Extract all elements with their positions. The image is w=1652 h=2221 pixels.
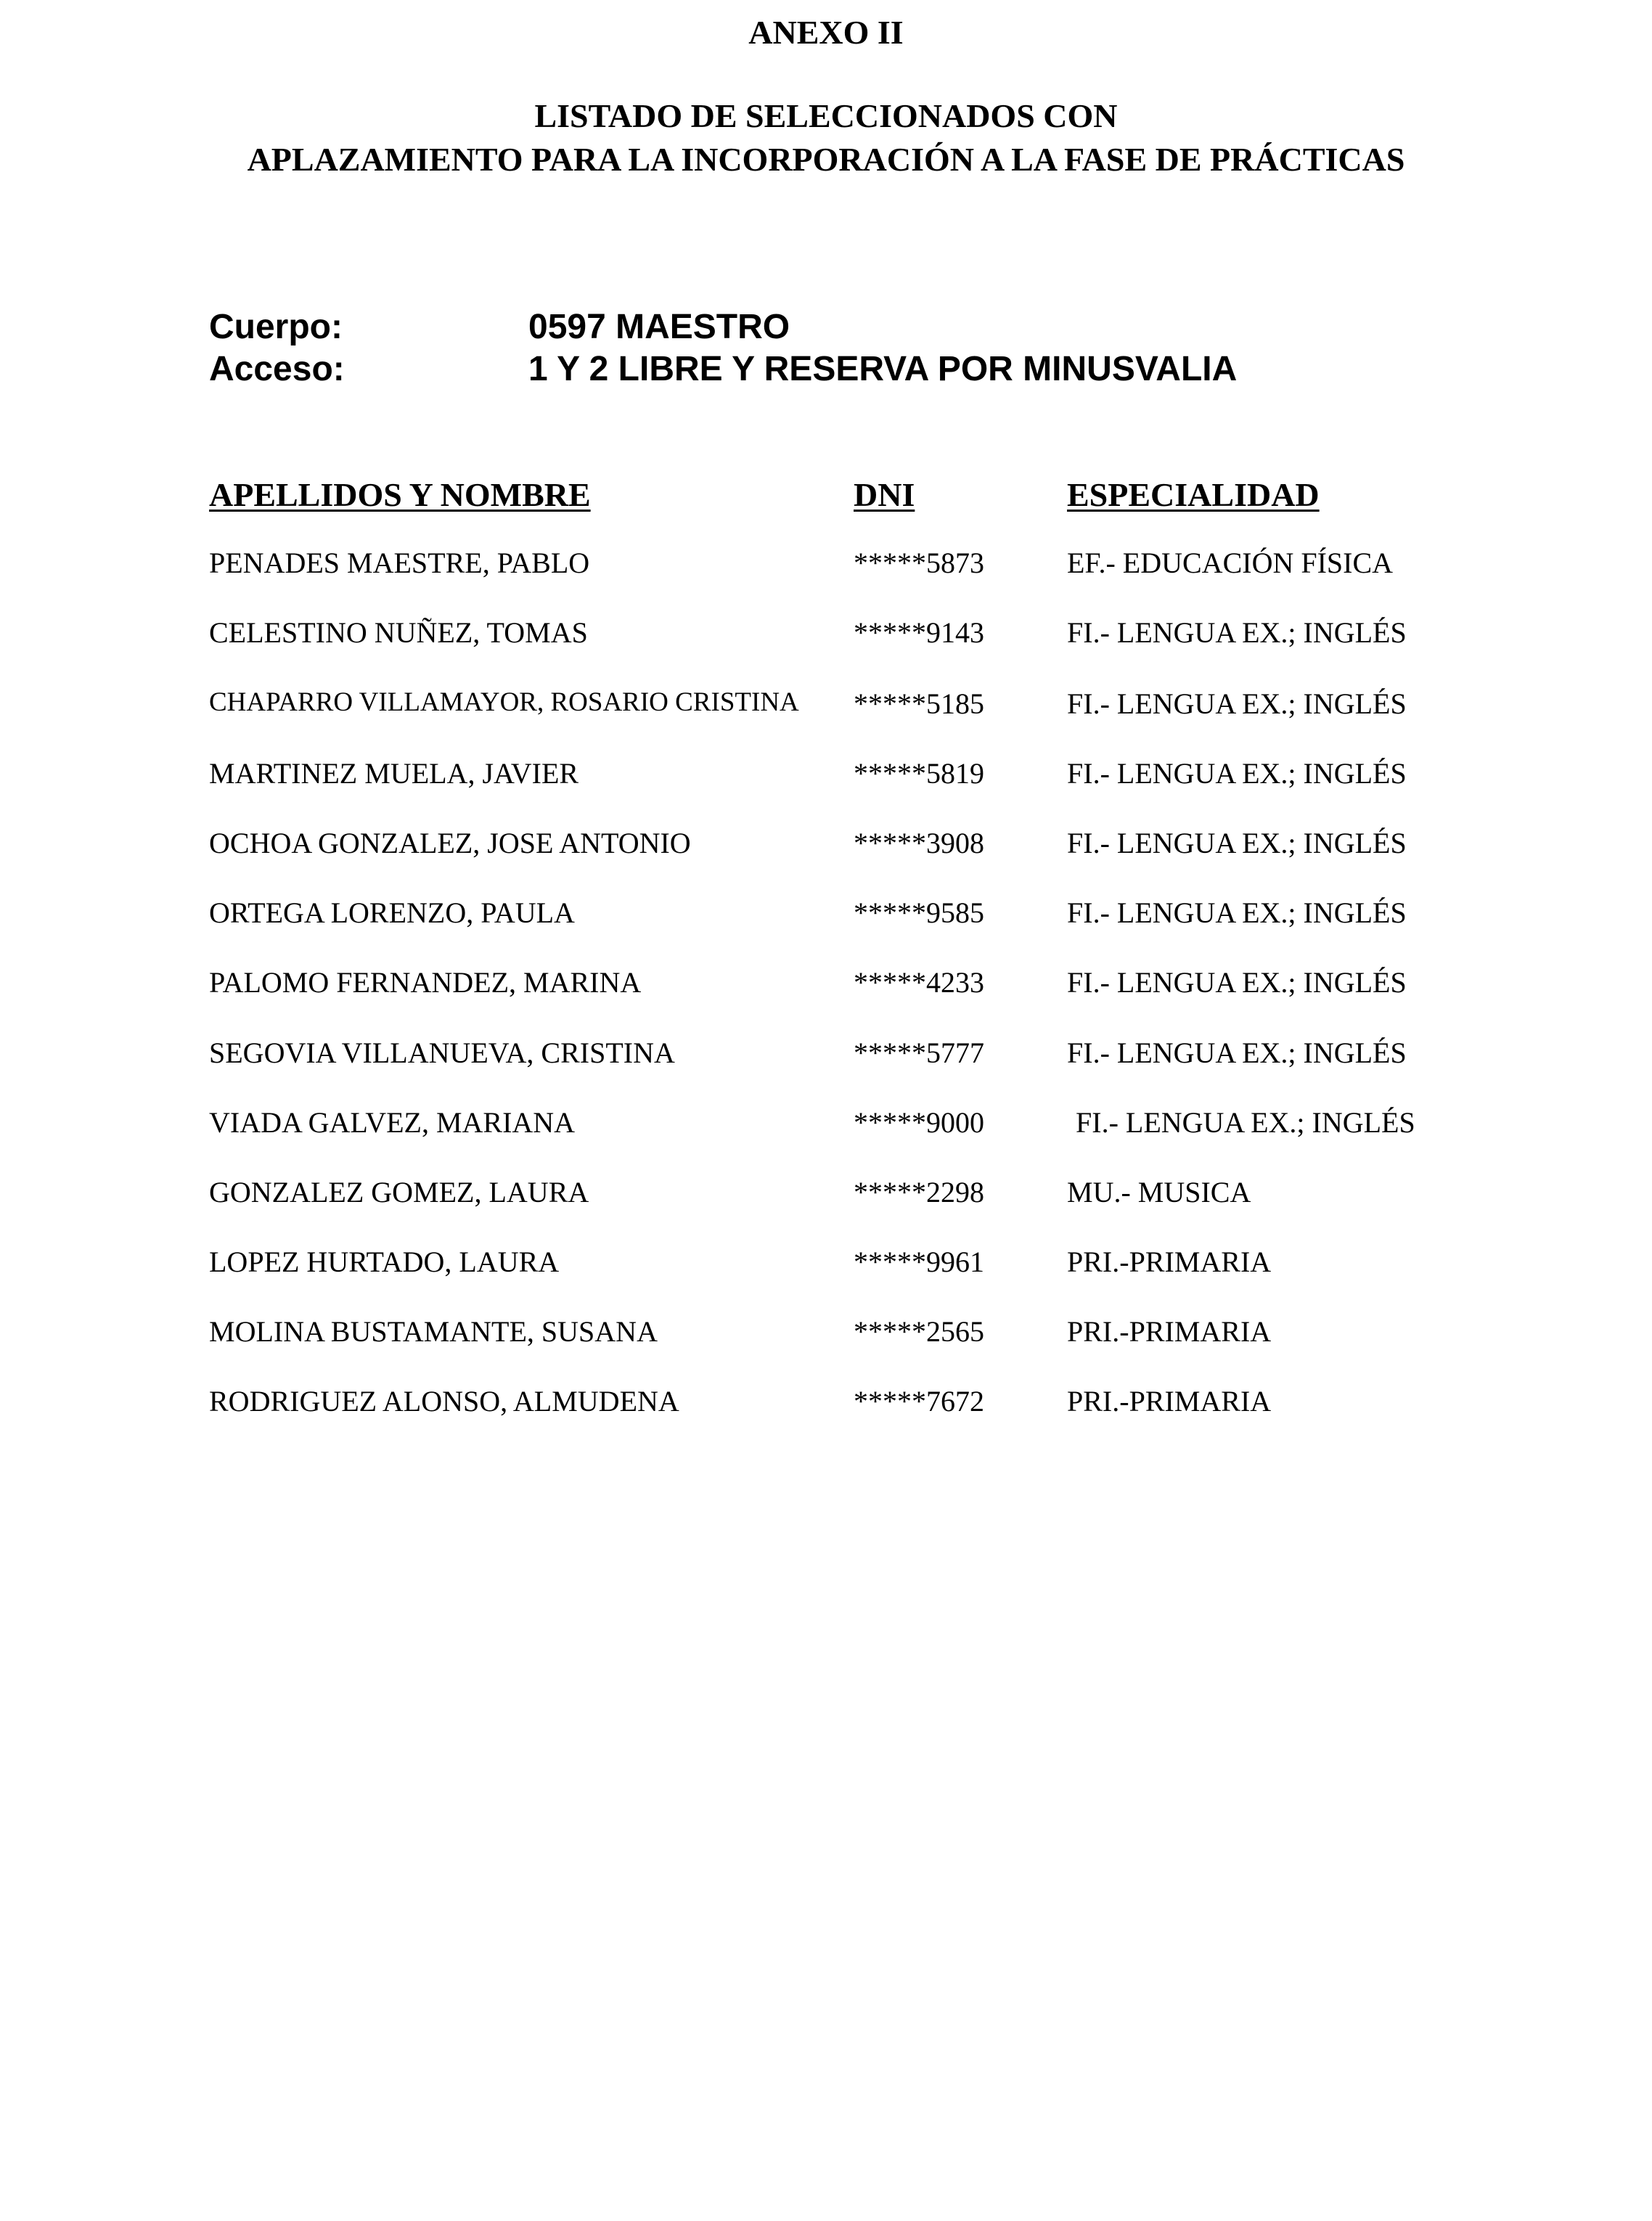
candidate-name: MARTINEZ MUELA, JAVIER xyxy=(209,757,579,790)
candidate-dni: *****9000 xyxy=(854,1106,984,1139)
candidate-dni: *****5819 xyxy=(854,757,984,790)
candidate-name: VIADA GALVEZ, MARIANA xyxy=(209,1106,576,1139)
candidate-dni: *****3908 xyxy=(854,827,984,859)
document-title-line-2: APLAZAMIENTO PARA LA INCORPORACIÓN A LA FASE DE PRÁCTICAS xyxy=(247,141,1405,178)
candidate-dni: *****4233 xyxy=(854,966,984,999)
candidate-name: CHAPARRO VILLAMAYOR, ROSARIO CRISTINA xyxy=(209,687,799,717)
candidate-especialidad: EF.- EDUCACIÓN FÍSICA xyxy=(1067,547,1394,579)
acceso-value: 1 Y 2 LIBRE Y RESERVA POR MINUSVALIA xyxy=(528,350,1238,388)
candidate-especialidad: FI.- LENGUA EX.; INGLÉS xyxy=(1067,896,1407,929)
candidate-name: MOLINA BUSTAMANTE, SUSANA xyxy=(209,1315,658,1348)
column-header-name: APELLIDOS Y NOMBRE xyxy=(209,476,591,513)
cuerpo-value: 0597 MAESTRO xyxy=(528,308,790,346)
candidate-especialidad: PRI.-PRIMARIA xyxy=(1067,1385,1272,1418)
candidate-especialidad: FI.- LENGUA EX.; INGLÉS xyxy=(1067,687,1407,720)
candidate-name: GONZALEZ GOMEZ, LAURA xyxy=(209,1176,589,1208)
candidate-especialidad: FI.- LENGUA EX.; INGLÉS xyxy=(1067,1036,1407,1069)
candidate-especialidad: FI.- LENGUA EX.; INGLÉS xyxy=(1067,966,1407,999)
cuerpo-label: Cuerpo: xyxy=(209,308,343,346)
acceso-label: Acceso: xyxy=(209,350,345,388)
candidate-name: RODRIGUEZ ALONSO, ALMUDENA xyxy=(209,1385,679,1418)
candidate-name: ORTEGA LORENZO, PAULA xyxy=(209,896,575,929)
candidate-dni: *****9143 xyxy=(854,616,984,649)
candidate-especialidad: FI.- LENGUA EX.; INGLÉS xyxy=(1067,616,1407,649)
column-header-especialidad: ESPECIALIDAD xyxy=(1067,476,1320,513)
candidate-name: OCHOA GONZALEZ, JOSE ANTONIO xyxy=(209,827,691,859)
candidate-dni: *****9961 xyxy=(854,1246,984,1278)
document-title-line-1: LISTADO DE SELECCIONADOS CON xyxy=(534,97,1118,134)
candidate-name: PALOMO FERNANDEZ, MARINA xyxy=(209,966,642,999)
candidate-name: LOPEZ HURTADO, LAURA xyxy=(209,1246,560,1278)
candidate-dni: *****9585 xyxy=(854,896,984,929)
candidate-dni: *****5777 xyxy=(854,1036,984,1069)
candidate-name: PENADES MAESTRE, PABLO xyxy=(209,547,590,579)
column-header-dni: DNI xyxy=(854,476,915,513)
candidate-dni: *****7672 xyxy=(854,1385,984,1418)
candidate-name: SEGOVIA VILLANUEVA, CRISTINA xyxy=(209,1036,675,1069)
candidate-especialidad: PRI.-PRIMARIA xyxy=(1067,1315,1272,1348)
candidate-dni: *****2565 xyxy=(854,1315,984,1348)
candidate-name: CELESTINO NUÑEZ, TOMAS xyxy=(209,616,588,649)
candidate-especialidad: FI.- LENGUA EX.; INGLÉS xyxy=(1067,827,1407,859)
candidate-especialidad: FI.- LENGUA EX.; INGLÉS xyxy=(1076,1106,1415,1139)
candidate-dni: *****5185 xyxy=(854,687,984,720)
candidate-dni: *****5873 xyxy=(854,547,984,579)
candidate-especialidad: FI.- LENGUA EX.; INGLÉS xyxy=(1067,757,1407,790)
candidate-dni: *****2298 xyxy=(854,1176,984,1208)
annex-title: ANEXO II xyxy=(748,14,904,51)
candidate-especialidad: MU.- MUSICA xyxy=(1067,1176,1251,1208)
candidate-especialidad: PRI.-PRIMARIA xyxy=(1067,1246,1272,1278)
